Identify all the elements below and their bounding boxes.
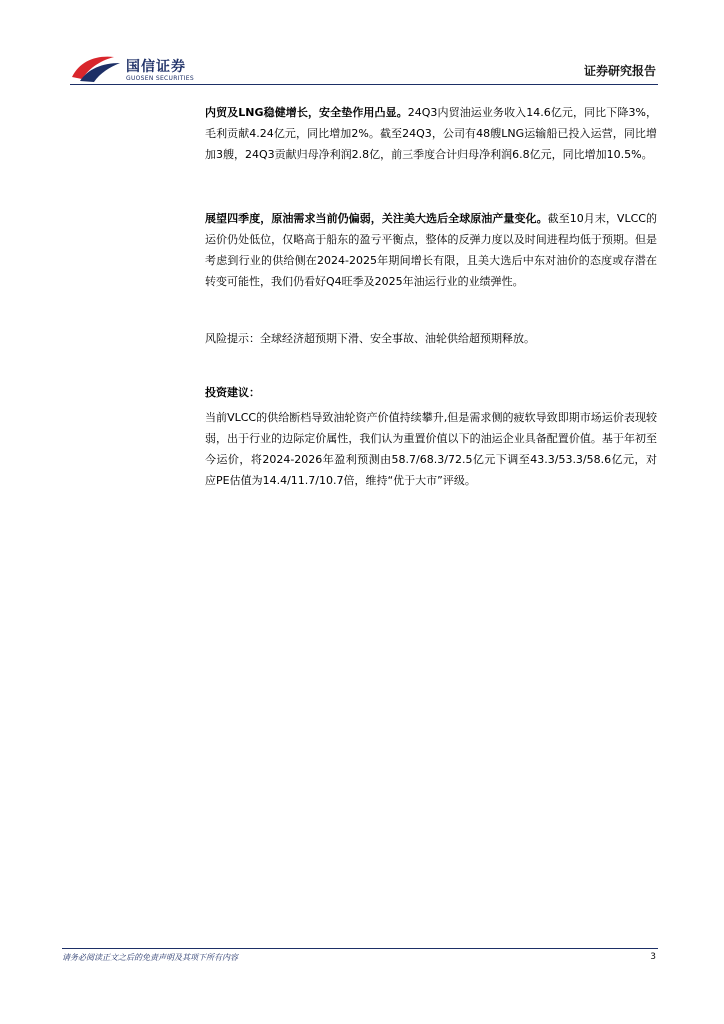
logo-english-name: GUOSEN SECURITIES (126, 75, 195, 82)
paragraph-domestic-lng (205, 102, 657, 165)
paragraph-text: 截至10月末，VLCC的运价仍处低位，仅略高于船东的盈亏平衡点，整体的反弹力度以及时间进程均低于预期。但是考虑到行业的供给侧在2024-2025年期间增长有限，且美大选后中东对油价的态度或存潜在转变可能性，我们仍看好Q4旺季及2025年油运行业的业绩弹性。 (205, 212, 658, 288)
paragraph-q4-outlook (205, 208, 657, 292)
footer-disclaimer: 请务必阅读正文之后的免责声明及其项下所有内容 (62, 953, 238, 962)
investment-advice-heading: 投资建议： (205, 386, 260, 399)
risk-warning: 风险提示：全球经济超预期下滑、安全事故、油轮供给超预期释放。 (205, 332, 535, 345)
paragraph-heading: 展望四季度，原油需求当前仍偏弱，关注美大选后全球原油产量变化。 (205, 212, 548, 225)
investment-advice-text: 当前VLCC的供给断档导致油轮资产价值持续攀升,但是需求侧的疲软导致即期市场运价表现较弱，出于行业的边际定价属性，我们认为重置价值以下的油运企业具备配置价值。基于年初至今运价，将2024-2026年盈利预测由58.7/68.3/72.5亿元下调至43.3/53.3/58.6亿元，对应PE估值为14.4/11.7/10.7倍，维持“优于大市”评级。 (205, 411, 657, 487)
page-header (70, 48, 658, 84)
paragraph-heading: 内贸及LNG稳健增长，安全垫作用凸显。 (205, 106, 408, 119)
page-number: 3 (650, 952, 656, 962)
guosen-logo-icon (70, 51, 124, 83)
logo-chinese-name: 国信证券 (126, 59, 186, 75)
footer-divider (62, 948, 658, 949)
report-type-label: 证券研究报告 (583, 64, 656, 78)
header-divider (70, 84, 658, 85)
paragraph-text: 24Q3内贸油运业务收入14.6亿元，同比下降3%，毛利贡献4.24亿元，同比增加2%。截至24Q3，公司有48艘LNG运输船已投入运营，同比增加3艘，24Q3贡献归母净利润2.8亿，前三季度合计归母净利润6.8亿元，同比增加10.5%。 (205, 106, 657, 161)
company-logo (70, 51, 220, 83)
